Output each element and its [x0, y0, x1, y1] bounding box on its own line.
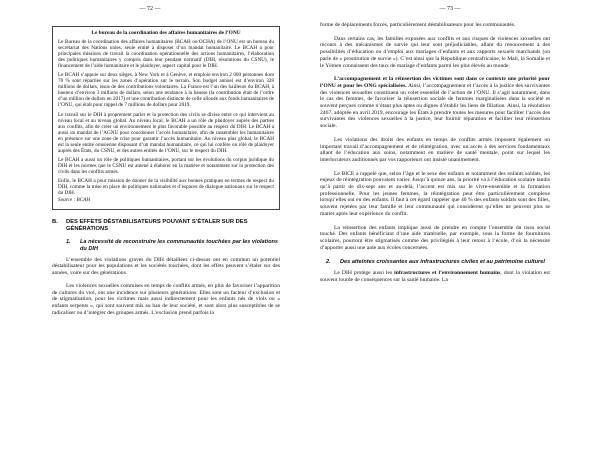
- right-page: [300, 0, 600, 449]
- body-text: , dont la violation est souvent lourde de conséquences sur la santé humaine. La: [320, 270, 550, 283]
- page-number: — 72 —: [139, 6, 161, 12]
- emphasis-text: L’accompagnement et la réinsertion des victimes sont dans ce contexte une priorité pour l’ONU et pour les ONG spécialisées.: [320, 76, 550, 89]
- heading-number: 2.: [326, 259, 331, 266]
- body-paragraph: Dans certains cas, les familles exposées aux conflits et aux risques de violences sexuelles ont recours à des mécanismes de survie qui leur sont préjudiciables, allant du renoncement à des possibilités d’éducation ou d’emploi aux mariages d’enfants et aux rapports sexuels marchands (on parle de « prostitution de survie »). C’est ainsi que la République centrafricaine, le Mali, la Somalie et le Yémen connaissent des taux de mariage d’enfants parmi les plus élevés au monde.: [320, 35, 550, 69]
- left-column: [52, 22, 280, 316]
- box-paragraph: Le BCAH a aussi un rôle de politiques humanitaires, portant sur les évolutions du corpus juridique du DIH et les normes que le CSNU est amené à élaborer en la matière et notamment sur la protection des civils dans les conflits armés.: [58, 156, 274, 175]
- body-paragraph: Les violations des droits des enfants en temps de conflits armés imposent également un important travail d’accompagnement et de réintégration, avec un accès à des services fondamentaux allant de l’éducation aux soins, notamment en matière de santé mentale, point sur lequel les interlocuteurs auditionnés par vos rapporteurs ont insisté unanimement.: [320, 136, 550, 163]
- body-text: Ainsi, l’accompagnement et l’accès à la justice des survivantes des violences sexuelles constituent un volet essentiel de l’action de l’ONU. Il s’agit notamment, dans le cas des femmes, de favoriser la réinsertion sociale de femmes marginalisées dans la société et souvent perçues comme n’étant plus aptes ou dignes d’établir les liens de filiation. Ainsi, la résolution 2467, adoptée en avril 2019, encourage les États à prendre toutes les mesures pour faciliter l’accès des survivantes des violences sexuelles à la justice, leur fournir réparation et faciliter leur réinsertion sociale.: [320, 82, 550, 130]
- page-number: — 73 —: [439, 6, 461, 12]
- right-column: [320, 22, 550, 284]
- subsection-heading-2: [320, 259, 550, 266]
- body-text: Le DIH protège aussi les: [334, 270, 395, 277]
- subsection-heading-1: [52, 239, 280, 253]
- body-paragraph: [320, 270, 550, 283]
- heading-text: La nécessité de reconstruire les communautés touchées par les violations du DIH: [80, 239, 279, 252]
- emphasis-text: infrastructures et l’environnement humains: [394, 270, 501, 277]
- heading-number: B.: [52, 219, 58, 226]
- box-title: Le bureau de la coordination des affaires humanitaires de l’ONU: [91, 30, 241, 36]
- body-paragraph: La réinsertion des enfants implique aussi de prendre en compte l’ensemble du tissu social touché. Des enfants bénéficiant d’une aide matérielle, par exemple, sous la forme de fournitures scolaires, pourront être stigmatisés comme des privilégiés à leur retour à l’école, d’où la nécessité d’apporter aussi une aide aux écoles concernées.: [320, 224, 550, 251]
- ocha-info-box: [52, 26, 280, 210]
- body-paragraph: forme de déplacements forcés, particulièrement déstabilisateurs pour les communautés.: [320, 22, 516, 28]
- heading-text: DES EFFETS DÉSTABILISATEURS POUVANT S’ÉTALER SUR DES GÉNÉRATIONS: [66, 219, 248, 233]
- body-paragraph: L’ensemble des violations graves du DIH détaillées ci-dessus ont en commun un potentiel déstabilisateur pour les populations et les sociétés touchées, dont les effets peuvent s’étaler sur des années, voire sur des générations.: [52, 256, 280, 277]
- body-paragraph: Le BICE a rappelé que, selon l’âge et le sexe des enfants et notamment des enfants soldats, les enjeux de réintégration pouvaient varier. Jusqu’à quinze ans, la priorité va à l’éducation scolaire tandis qu’à partir de dix-sept ans et au-delà, l’accent est mis sur le vivre-ensemble et la formation professionnelle. Pour les jeunes femmes, la réintégration peut être particulièrement complexe lorsqu’elles ont eu des enfants. Il faut à cet égard rappeler que 40 % des enfants soldats sont des filles, souvent rejetées par leur famille et leur communauté qui considèrent qu’elles ne peuvent plus se marier après leur expérience du conflit.: [320, 170, 550, 217]
- body-paragraph: [320, 76, 550, 130]
- box-source: Source : BCAH: [58, 197, 91, 204]
- heading-number: 1.: [66, 239, 71, 246]
- heading-text: Des atteintes croissantes aux infrastructures civiles et au patrimoine culturel: [340, 259, 545, 266]
- section-heading-b: [52, 219, 280, 233]
- box-paragraph: Le BCAH s’appuie sur deux sièges, à New York et à Genève, et emploie environ 2 000 personnes dont 70 % sont réparties sur les zones d’opération sur le terrain. Son budget annuel est d’environ 328 millions de dollars, issus de des contributions volontaires. La France est l’un des bailleurs du BCAH, à hauteur d’environ 3 millions de dollars, selon une tendance à la hausse (la contribution était de l’ordre d’un million de dollars en 2017) et une contribution distincte de celle allouée aux fonds humanitaires de l’ONU, qui était pour rappel de 7 millions de dollars pour 2019.: [58, 72, 274, 109]
- box-paragraph: Enfin, le BCAH a pour mission de donner de la visibilité aux bonnes pratiques en termes de respect du DIH, comme la mise en place de politiques nationales et d’espaces de dialogue nationaux sur le respect du DIH.: [58, 177, 274, 197]
- box-paragraph: Le Bureau de la coordination des affaires humanitaires (BCAH ou OCHA) de l’ONU est un bureau du secrétariat des Nations unies, seule entité à disposer d’un mandat humanitaire. Le BCAH a pour principales missions de travail la coordination opérationnelle des actions humanitaires, l’élaboration des politiques humanitaires y compris dans leur pendant normatif (DIH, résolutions du CSNU), le financement de l’aide humanitaire et le plaidoyer, aspect capital pour le DIH.: [58, 39, 274, 70]
- box-paragraph: Le travail sur le DIH à proprement parler et la protection des civils se divise entre ce qui intervient au niveau local et au niveau global. Au niveau local, le BCAH a un rôle de plaidoyer auprès des parties aux conflits, afin de créer un environnement le plus favorable possible au respect du DIH. Le BCAH a aussi un mandat de l’AGNU pour coordonner l’accès humanitaire, afin de rassembler les humanitaires en présence sur une zone de crise pour garantir l’accès humanitaire. Au niveau plus global, le BCAH est la seule entité onusienne disposant d’un mandat humanitaire, ce qui lui confère un rôle de plaidoyer auprès des États, du CSNU, et des autres entités de l’ONU, sur le respect du DIH.: [58, 111, 274, 154]
- body-paragraph: Les violences sexuelles commises en temps de conflits armés, en plus de favoriser l’apparition de cultures du viol, ont une incidence sur plusieurs générations. Elles sont un facteur d’exclusion et de stigmatisation, pour les victimes mais aussi indirectement pour les enfants nés de viols ou « enfants serpents », qui sont souvent mis au ban de leur société, et sont alors plus susceptibles de se radicaliser ou d’intégrer des groupes armés. L’exclusion prend parfois la: [52, 282, 280, 316]
